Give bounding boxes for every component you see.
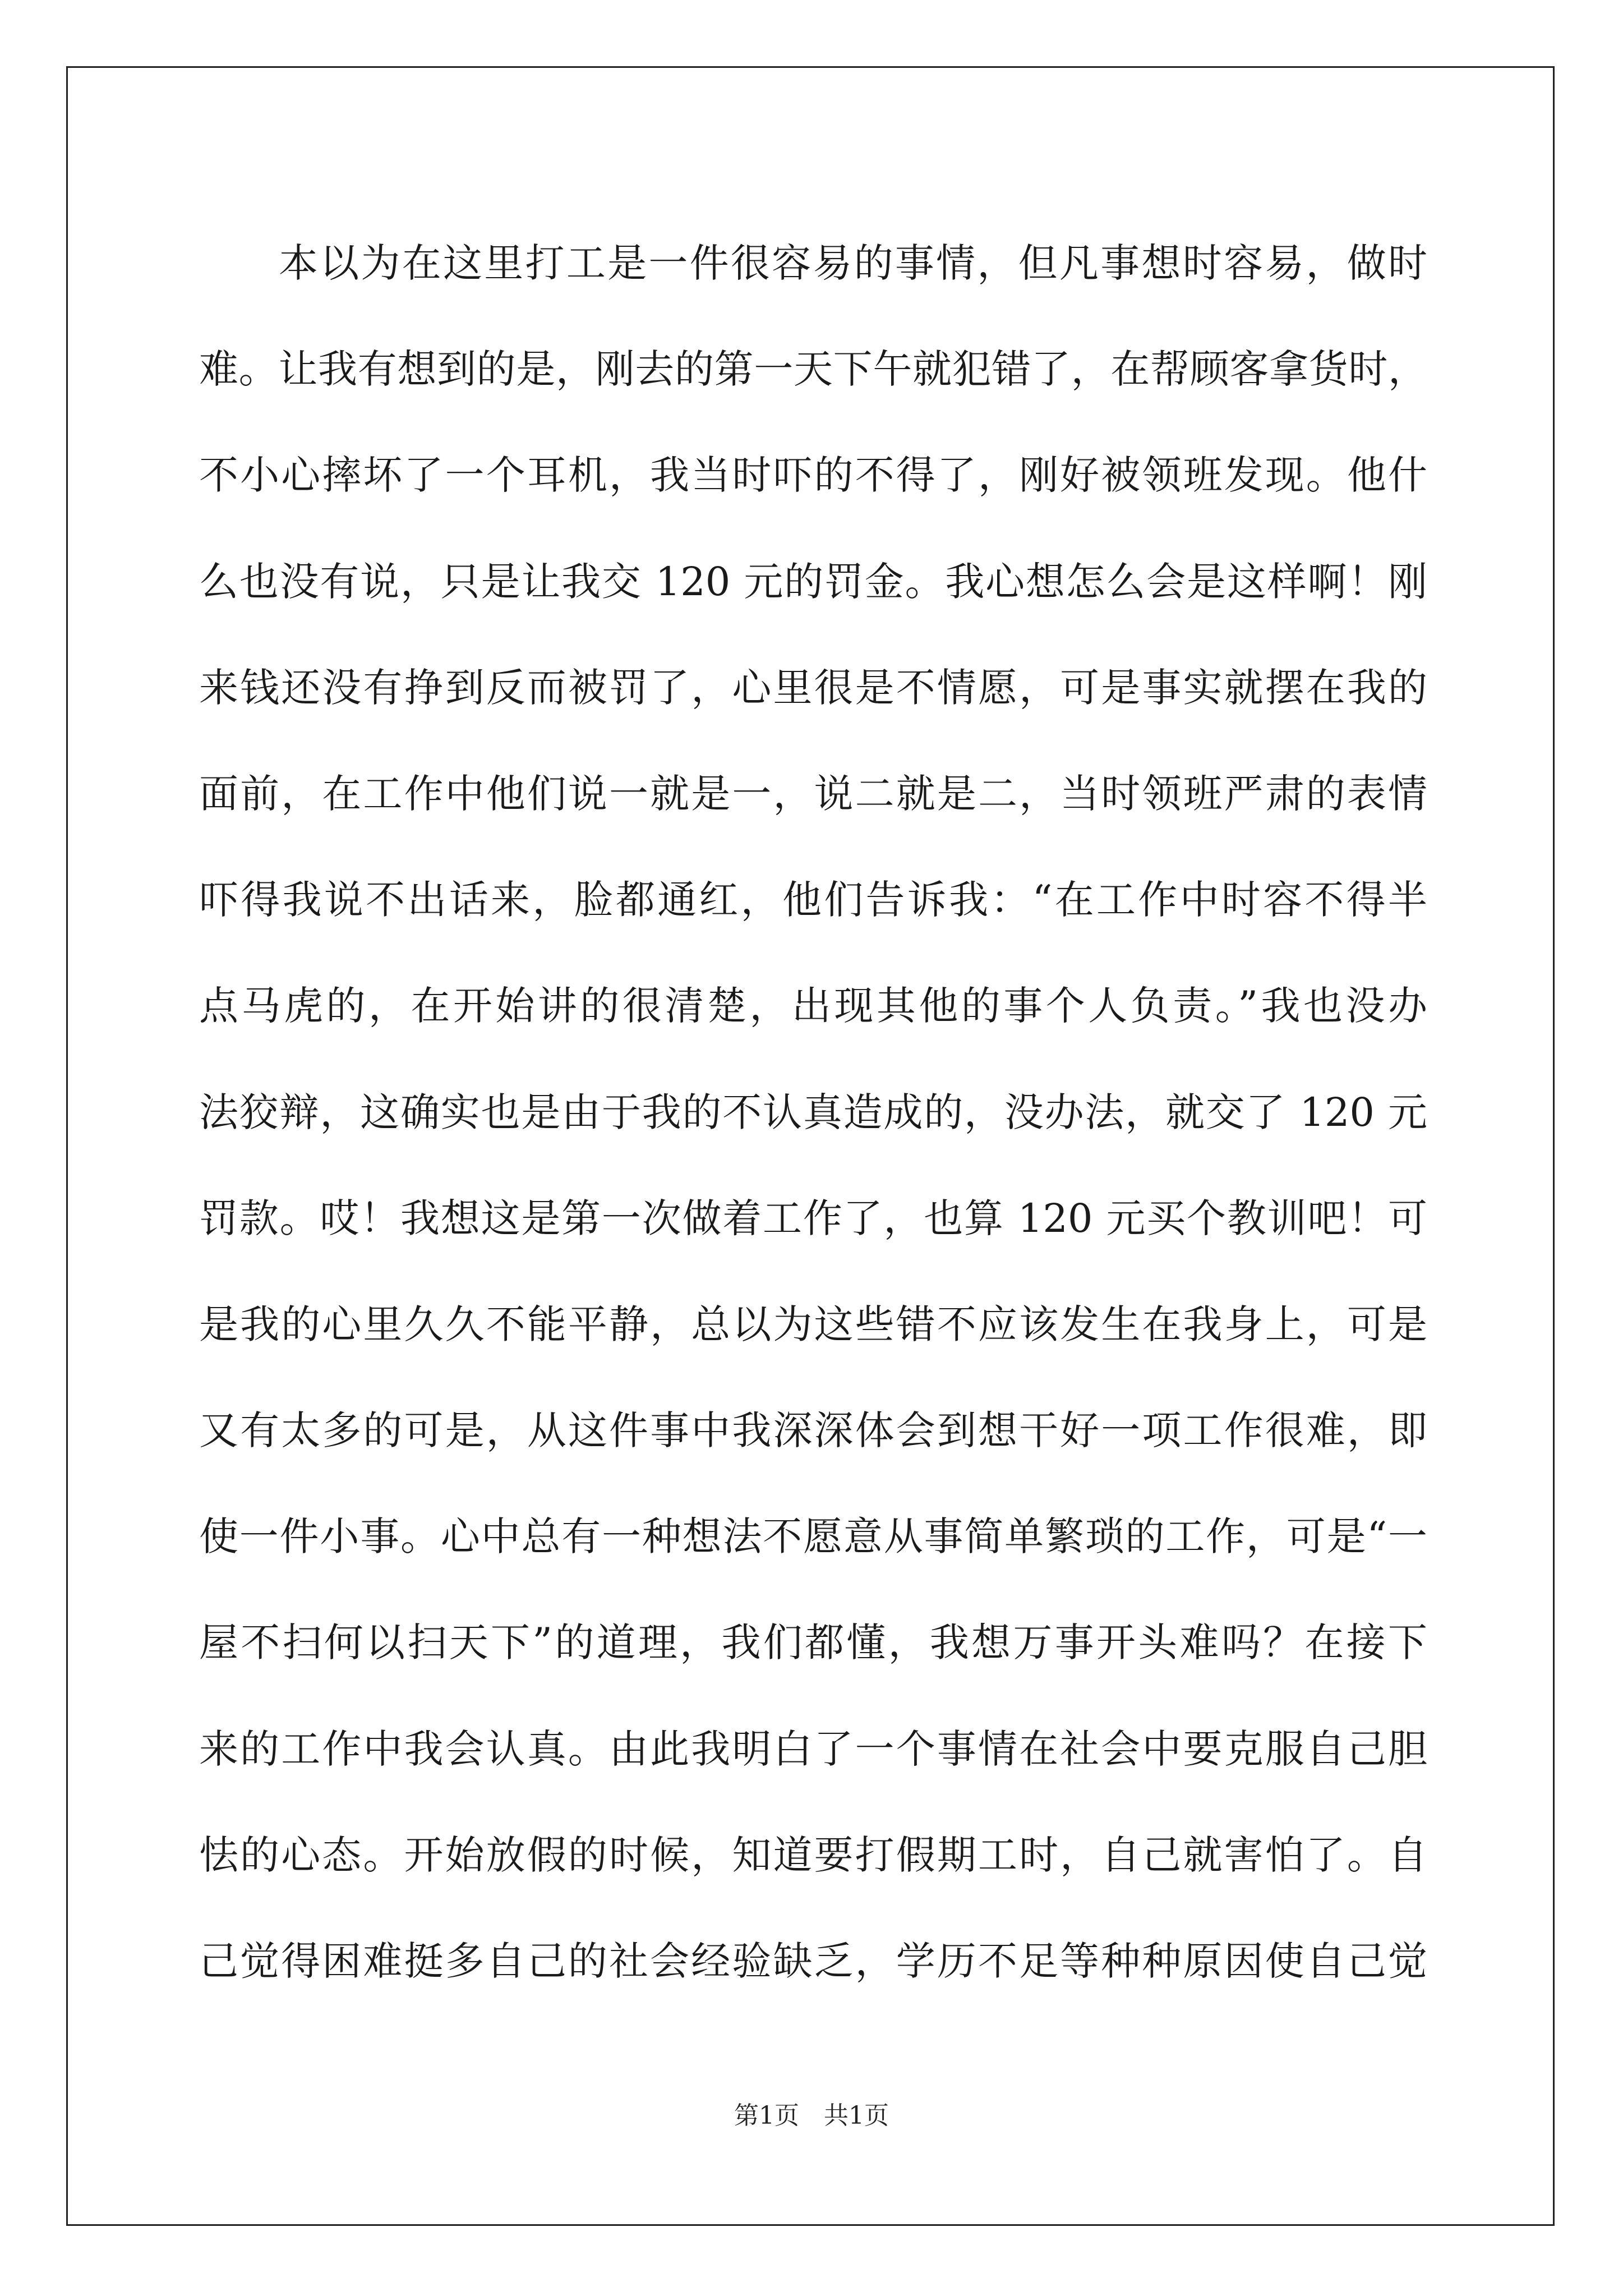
text-line: 己觉得困难挺多自己的社会经验缺乏，学历不足等种种原因使自己觉 (199, 1938, 1427, 1984)
text-line: 来钱还没有挣到反而被罚了，心里很是不情愿，可是事实就摆在我的 (199, 664, 1427, 711)
page-footer (0, 2095, 1623, 2131)
text-line: 本以为在这里打工是一件很容易的事情，但凡事想时容易，做时 (279, 240, 1427, 286)
text-line: 罚款。哎！我想这是第一次做着工作了，也算 120 元买个教训吧！可 (199, 1195, 1427, 1241)
text-line: 来的工作中我会认真。由此我明白了一个事情在社会中要克服自己胆 (199, 1726, 1427, 1772)
text-line: 不小心摔坏了一个耳机，我当时吓的不得了，刚好被领班发现。他什 (199, 452, 1427, 499)
document-body (199, 210, 1427, 2014)
page-number: 第1页 (734, 2101, 799, 2130)
text-line: 点马虎的，在开始讲的很清楚，出现其他的事个人负责。”我也没办 (199, 983, 1427, 1029)
text-line: 屋不扫何以扫天下”的道理，我们都懂，我想万事开头难吗？在接下 (199, 1619, 1427, 1666)
text-line: 面前，在工作中他们说一就是一，说二就是二，当时领班严肃的表情 (199, 770, 1427, 817)
text-line: 么也没有说，只是让我交 120 元的罚金。我心想怎么会是这样啊！刚 (199, 558, 1427, 605)
text-line: 法狡辩，这确实也是由于我的不认真造成的，没办法，就交了 120 元 (199, 1089, 1427, 1135)
text-line: 使一件小事。心中总有一种想法不愿意从事简单繁琐的工作，可是“一 (199, 1513, 1427, 1560)
text-line: 又有太多的可是，从这件事中我深深体会到想干好一项工作很难，即 (199, 1407, 1427, 1454)
text-line: 吓得我说不出话来，脸都通红，他们告诉我：“在工作中时容不得半 (199, 877, 1427, 923)
page-total: 共1页 (824, 2101, 889, 2130)
text-line: 是我的心里久久不能平静，总以为这些错不应该发生在我身上，可是 (199, 1301, 1427, 1347)
text-line: 怯的心态。开始放假的时候，知道要打假期工时，自己就害怕了。自 (199, 1832, 1427, 1878)
text-line: 难。让我有想到的是，刚去的第一天下午就犯错了，在帮顾客拿货时， (199, 346, 1427, 393)
